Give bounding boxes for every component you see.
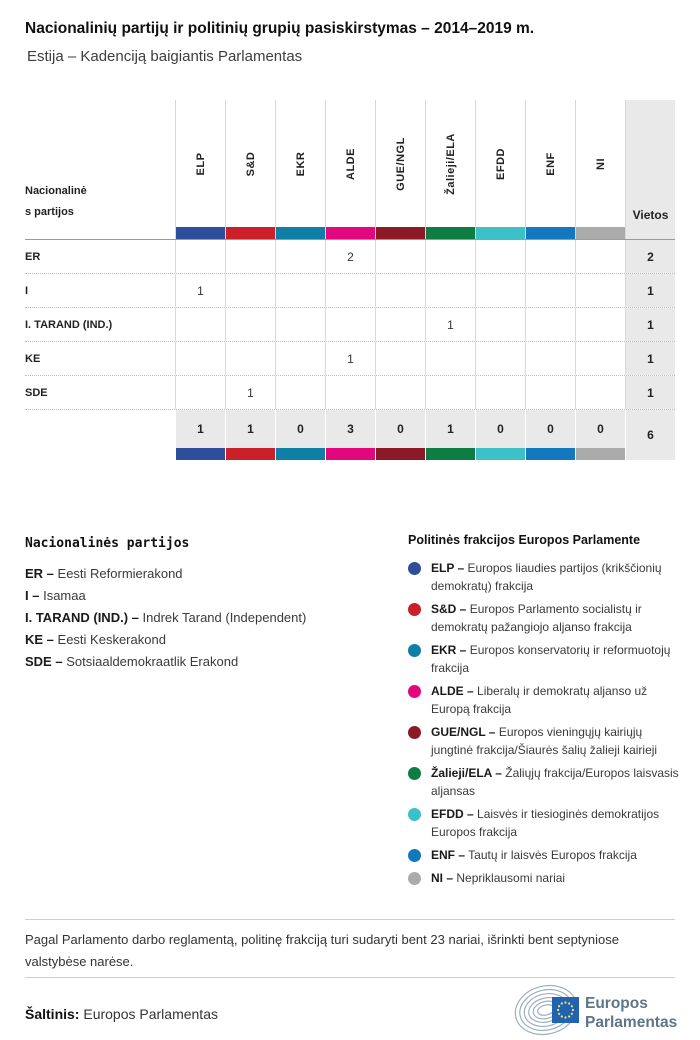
table-row [25,308,675,342]
group-color-dot [408,726,421,739]
table-row [25,376,675,410]
legend-entry: ELP – Europos liaudies partijos (krikščionių demokratų) frakcija [408,559,680,595]
political-groups-legend [408,533,680,892]
cell [275,240,325,273]
cell: 1 [325,342,375,375]
column-label: ALDE [344,147,357,180]
column-label: Žalieji/ELA [444,132,457,195]
list-item: I – Isamaa [25,588,86,603]
cell [225,274,275,307]
list-item: I. TARAND (IND.) – Indrek Tarand (Independent) [25,610,307,625]
row-axis-header: Nacionalinės partijos [25,185,87,218]
total-cell: 1 [425,410,475,460]
cell: 1 [175,274,225,307]
group-color-bar [476,448,525,460]
cell [475,240,525,273]
logo-text-line1: Europos [585,995,648,1012]
total-cell: 3 [325,410,375,460]
group-color-bar [226,227,275,239]
group-color-dot [408,685,421,698]
total-cell: 1 [175,410,225,460]
column-header-alde [325,100,375,239]
cell: 2 [325,240,375,273]
cell [175,376,225,409]
column-label: GUE/NGL [394,136,407,191]
cell [325,274,375,307]
legend-entry: Žalieji/ELA – Žaliųjų frakcija/Europos laisvasis aljansas [408,764,680,800]
group-color-bar [226,448,275,460]
total-cell: 0 [525,410,575,460]
group-color-bar [376,448,425,460]
legend-heading: Nacionalinės partijos [25,536,190,551]
cell [275,274,325,307]
group-color-dot [408,872,421,885]
logo-text-line2: Parlamentas [585,1014,678,1031]
column-header-enf [525,100,575,239]
totals-spacer [25,410,175,460]
seats-cell: 1 [625,308,675,341]
total-cell: 0 [375,410,425,460]
group-color-bar [576,448,625,460]
cell [275,342,325,375]
cell [475,274,525,307]
cell [475,342,525,375]
group-color-bar [326,448,375,460]
page-subtitle: Estija – Kadenciją baigiantis Parlamentas [27,48,303,65]
group-color-dot [408,808,421,821]
column-label: ELP [194,152,207,175]
source-value: Europos Parlamentas [83,1006,218,1022]
cell [575,342,625,375]
cell [375,376,425,409]
cell [525,376,575,409]
party-label: KE [25,352,41,365]
divider [25,919,675,920]
eu-flag-icon [552,997,579,1023]
list-item: ER – Eesti Reformierakond [25,566,183,581]
total-cell: 1 [225,410,275,460]
column-label: S&D [244,151,257,176]
cell [575,308,625,341]
cell [225,308,275,341]
group-color-dot [408,644,421,657]
seats-cell: 1 [625,342,675,375]
column-label: NI [594,157,607,170]
legend-entry: EKR – Europos konservatorių ir reformuotojų frakcija [408,641,680,677]
cell [525,308,575,341]
group-color-bar [176,227,225,239]
cell: 1 [225,376,275,409]
total-cell: 0 [275,410,325,460]
total-seats-cell: 6 [625,410,675,460]
legend-heading: Politinės frakcijos Europos Parlamente [408,533,641,547]
cell [175,240,225,273]
group-color-bar [426,448,475,460]
group-color-bar [576,227,625,239]
cell [425,342,475,375]
cell [525,342,575,375]
group-color-bar [276,227,325,239]
cell [275,376,325,409]
cell [375,274,425,307]
total-cell: 0 [575,410,625,460]
group-color-dot [408,562,421,575]
cell [475,376,525,409]
column-header-zalieji [425,100,475,239]
cell [425,376,475,409]
party-label: ER [25,250,41,263]
list-item: SDE – Sotsiaaldemokraatlik Erakond [25,654,239,669]
cell [425,240,475,273]
legend-entry: S&D – Europos Parlamento socialistų ir demokratų pažangiojo aljanso frakcija [408,600,680,636]
party-label: I. TARAND (IND.) [25,318,113,331]
cell [375,240,425,273]
seats-table [25,100,675,460]
group-color-bar [276,448,325,460]
table-header-row [25,100,675,240]
group-color-dot [408,767,421,780]
table-row [25,342,675,376]
cell [275,308,325,341]
cell [325,376,375,409]
cell [575,274,625,307]
totals-row [25,410,675,460]
column-label: ENF [544,151,557,176]
group-color-dot [408,603,421,616]
table-row [25,240,675,274]
source-line [25,1006,218,1022]
source-label: Šaltinis: [25,1006,80,1022]
cell [325,308,375,341]
national-parties-legend [25,536,365,673]
cell [525,274,575,307]
seats-column-header: Vietos [625,100,675,239]
group-color-bar [176,448,225,460]
seats-cell: 2 [625,240,675,273]
group-color-bar [376,227,425,239]
group-color-bar [526,227,575,239]
column-header-guengl [375,100,425,239]
group-color-bar [526,448,575,460]
group-color-bar [326,227,375,239]
party-label: I [25,284,29,297]
column-label: EKR [294,151,307,176]
cell: 1 [425,308,475,341]
group-color-bar [476,227,525,239]
table-row [25,274,675,308]
column-label: EFDD [494,147,507,180]
divider [25,977,675,978]
cell [575,240,625,273]
list-item: KE – Eesti Keskerakond [25,632,166,647]
legend-entry: GUE/NGL – Europos vieningųjų kairiųjų jungtinė frakcija/Šiaurės šalių žalieji kairieji [408,723,680,759]
cell [225,342,275,375]
party-label: SDE [25,386,48,399]
seats-cell: 1 [625,376,675,409]
column-header-ekr [275,100,325,239]
cell [425,274,475,307]
seats-cell: 1 [625,274,675,307]
cell [575,376,625,409]
cell [475,308,525,341]
cell [175,308,225,341]
column-header-ni [575,100,625,239]
legend-entry: EFDD – Laisvės ir tiesioginės demokratijos Europos frakcija [408,805,680,841]
column-header-sd [225,100,275,239]
cell [375,308,425,341]
total-cell: 0 [475,410,525,460]
column-header-efdd [475,100,525,239]
ep-hemicycle-logo [512,983,688,1037]
page-title: Nacionalinių partijų ir politinių grupių pasiskirstymas – 2014–2019 m. [25,20,535,37]
group-color-bar [426,227,475,239]
cell [175,342,225,375]
cell [525,240,575,273]
legend-entry: ALDE – Liberalų ir demokratų aljanso už Europą frakcija [408,682,680,718]
cell [375,342,425,375]
column-header-elp [175,100,225,239]
cell [225,240,275,273]
legend-entry: NI – Nepriklausomi nariai [408,869,680,887]
footnote: Pagal Parlamento darbo reglamentą, politinę frakciją turi sudaryti bent 23 nariai, išrinkti bent septyniose valstybėse narėse. [25,932,619,969]
group-color-dot [408,849,421,862]
legend-entry: ENF – Tautų ir laisvės Europos frakcija [408,846,680,864]
european-parliament-logo [512,983,688,1040]
